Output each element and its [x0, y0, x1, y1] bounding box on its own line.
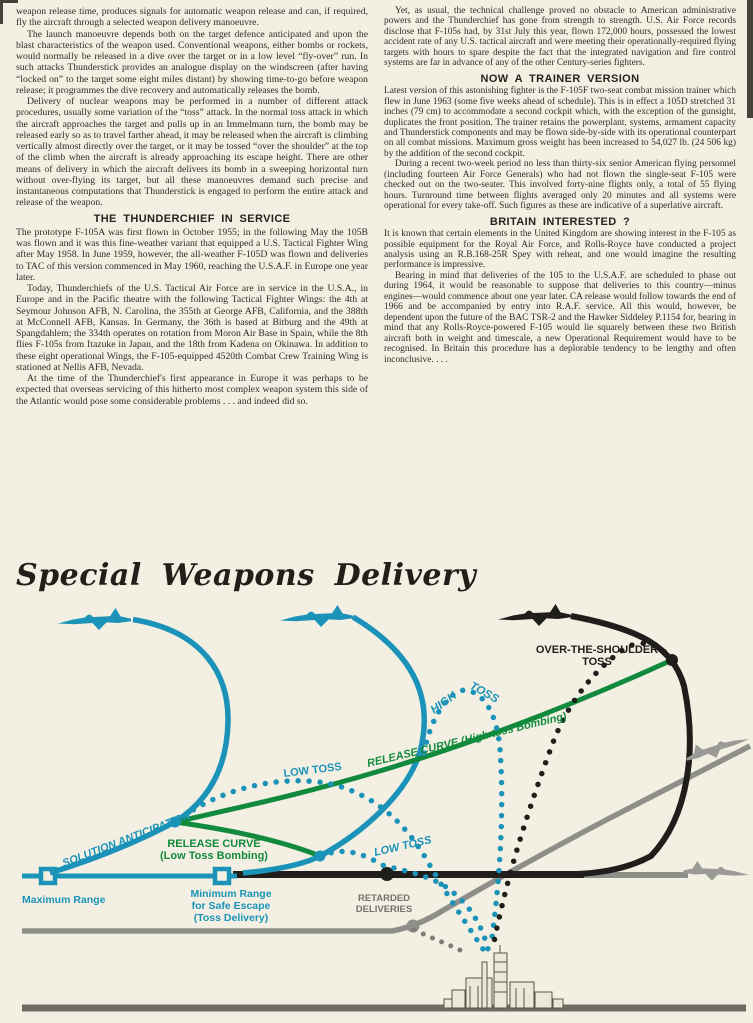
high-toss-label — [429, 680, 501, 716]
section-heading: BRITAIN INTERESTED ? — [489, 215, 631, 228]
svg-text:(Toss Delivery): (Toss Delivery) — [193, 912, 269, 924]
aircraft-icon-low-toss-exit — [58, 608, 131, 630]
scan-edge-right — [747, 0, 753, 118]
svg-text:HIGH: HIGH — [428, 689, 460, 717]
scan-edge-left — [0, 0, 3, 24]
left-column — [16, 6, 368, 407]
right-column — [384, 6, 736, 365]
paragraph: It is known that certain elements in the United Kingdom are showing interest in the F-105 as possible equipment for the Royal Air Force, and Rolls-Royce have conducted a project analysis using an R.B.168-25R Spey with reheat, and one would imagine the resulting performance is impressive. — [384, 229, 736, 271]
section-heading: NOW A TRAINER VERSION — [480, 72, 640, 85]
retarded-deliveries-label — [356, 893, 413, 915]
paragraph: At the time of the Thunderchief's first appearance in Europe it was perhaps to be expected that overseas servicing of this hitherto most complex weapon system this side of the Atlantic would pose some considerable problems . . . and indeed did so. — [16, 373, 368, 407]
svg-text:RETARDED: RETARDED — [357, 893, 411, 904]
paragraph: During a recent two-week period no less than thirty-six senior American flying personnel (including fourteen Air Force Generals) who had not flown the single-seat F-105 were checked out on the two-seater. This involved forty-nine flights only, a total of 55 flying hours. Turnround time between flights averaged only 20 minutes and all systems were operational for every take-off. Such figures as these are indicative of a superlative aircraft. — [384, 159, 736, 212]
svg-text:TOSS: TOSS — [467, 680, 501, 706]
high-toss-loop-path — [243, 617, 424, 873]
aircraft-icon-over-shoulder-exit — [498, 604, 571, 626]
retarded-bomb-trajectory — [414, 930, 466, 953]
release-curve-high-label: RELEASE CURVE (High toss Bombing) — [365, 710, 568, 770]
solution-anticipation-label: SOLUTION ANTICIPATION — [60, 809, 193, 870]
paragraph: Latest version of this astonishing fighter is the F-105F two-seat combat mission trainer which flew in June 1963 (some five weeks ahead of schedule). This is in effect a 105D stretched 31 inches (79 cm) to accommodate a second cockpit which, with the exception of the gunsight, duplicates the front position. The trainer retains the powerplant, systems, armament capacity and Thunderstick components and may be flown side-by-side with its operational counterpart on all combat missions. Maximum gross weight has been increased to 54,027 lb. (24 506 kg) by the addition of the second cockpit. — [384, 86, 736, 159]
release-curve-low-label — [160, 838, 268, 862]
diagram-title: Special Weapons Delivery — [16, 558, 477, 593]
paragraph: Yet, as usual, the technical challenge proved no obstacle to American administrative powers and the Thunderchief has gone from strength to strength. U.S. Air Force records disclose that F-105s had, by 31st July this year, flown 172,000 hours, possessed the lowest accident rate of any U.S. tactical aircraft and were meeting their operationally-required flying targets with hours to spare despite the fact that the integrated navigation and fire control systems are far in advance of any of the other Century-series fighters. — [384, 6, 736, 69]
minimum-range-marker — [215, 869, 229, 883]
paragraph: The prototype F-105A was first flown in October 1955; in the following May the 105B was flown and it was this fine-weather variant that equipped a U.S. Tactical Fighter Wing after May 1958. In June 1959, however, the all-weather F-105D was flown and deliveries to TAC of this version commenced in May 1960, reaching the U.S.A.F. in Europe one year later. — [16, 226, 368, 283]
paragraph: weapon release time, produces signals for automatic weapon release and can, if required, fly the aircraft through a selected weapon delivery manoeuvre. — [16, 6, 368, 29]
svg-text:DELIVERIES: DELIVERIES — [355, 904, 413, 915]
over-shoulder-trajectory — [494, 643, 672, 942]
paragraph: Bearing in mind that deliveries of the 105 to the U.S.A.F. are scheduled to phase out during 1964, it would be reasonable to suppose that deliveries to this country—minus engines—would commence about one year later. CA release would follow towards the end of 1966 and be accompanied by entry into R.A.F. service. All this would, however, be dependent upon the future of the BAC TSR-2 and the Hawker Siddeley P.1154 for, bearing in mind that any Rolls-Royce-powered F-105 would lie squarely between these two British aircraft both in weight and timescale, a new Operational Requirement would have to be recognised. In Britain this procedure has a deplorable tendency to be lengthy and often inconclusive. . . . — [384, 270, 736, 365]
paragraph: Today, Thunderchiefs of the U.S. Tactical Air Force are in service in the U.S.A., in Europe and in the Pacific theatre with the following Tactical Fighter Wings: the 4th at Seymour Johnson AFB, N. Carolina, the 355th at George AFB, California, and the 388th at McConnell AFB, Kansas. In Germany, the 36th is based at Bitburg and the 49th at Spangdahlem; the 334th operates on rotation from Moron Air Base in Spain, while the 8th flies F-105s from Itazuke in Japan, and the 18th from Kadena on Okinawa. In addition to these eight operational Wings, the F-105-equipped 4520th Combat Crew Training Wing is stationed at Nellis AFB, Nevada. — [16, 283, 368, 373]
aircraft-icon-high-toss-exit — [280, 605, 353, 627]
svg-text:OVER-THE-SHOULDER: OVER-THE-SHOULDER — [535, 644, 659, 656]
over-shoulder-label — [536, 644, 658, 668]
maximum-range-label: Maximum Range — [22, 894, 106, 906]
svg-text:RELEASE CURVE: RELEASE CURVE — [167, 838, 261, 850]
paragraph: The launch manoeuvre depends both on the target defence anticipated and upon the blast characteristics of the weapon used. Conventional weapons, either bombs or rockets, would normally be released in a dive over the target or in a low level “fly-over” run. In such attacks Thunderstick provides an analogue display on the windscreen (after having “locked on” to the target some eight miles distant) by showing time-to-go before weapon release; it programmes the dive recovery and automatically releases the bomb. — [16, 28, 368, 96]
svg-text:for Safe Escape: for Safe Escape — [191, 900, 271, 912]
aircraft-icon-level-approach — [683, 861, 749, 881]
target-city — [444, 945, 563, 1008]
low-toss-label-lower: LOW TOSS — [372, 834, 433, 859]
weapons-delivery-diagram — [0, 600, 753, 1023]
paragraph: Delivery of nuclear weapons may be performed in a number of different attack procedures, usually some variation of the “toss” attack. In the normal toss attack in which the aircraft approaches the target and pulls up in an Immelmann turn, the bomb may be released early so as to travel farther ahead, it may be released when the aircraft is climbing vertically almost directly over the target, or it may be tossed “over the shoulder” at the top of the climb when the aircraft is already approaching its escape height. There are other means of delivery in which the aircraft delivers its bomb in a sweeping horizontal turn without over-flying its target, but all these manoeuvres demand such precise and instantaneous computations that Thunderstick is engaged to perform the entire attack and release of the weapon. — [16, 96, 368, 209]
svg-text:(Low Toss Bombing): (Low Toss Bombing) — [160, 850, 268, 862]
minimum-range-label — [190, 888, 271, 924]
svg-text:Minimum Range: Minimum Range — [190, 888, 272, 900]
svg-text:TOSS: TOSS — [582, 656, 612, 668]
low-toss-label-upper: LOW TOSS — [282, 760, 343, 780]
section-heading: THE THUNDERCHIEF IN SERVICE — [93, 212, 291, 225]
